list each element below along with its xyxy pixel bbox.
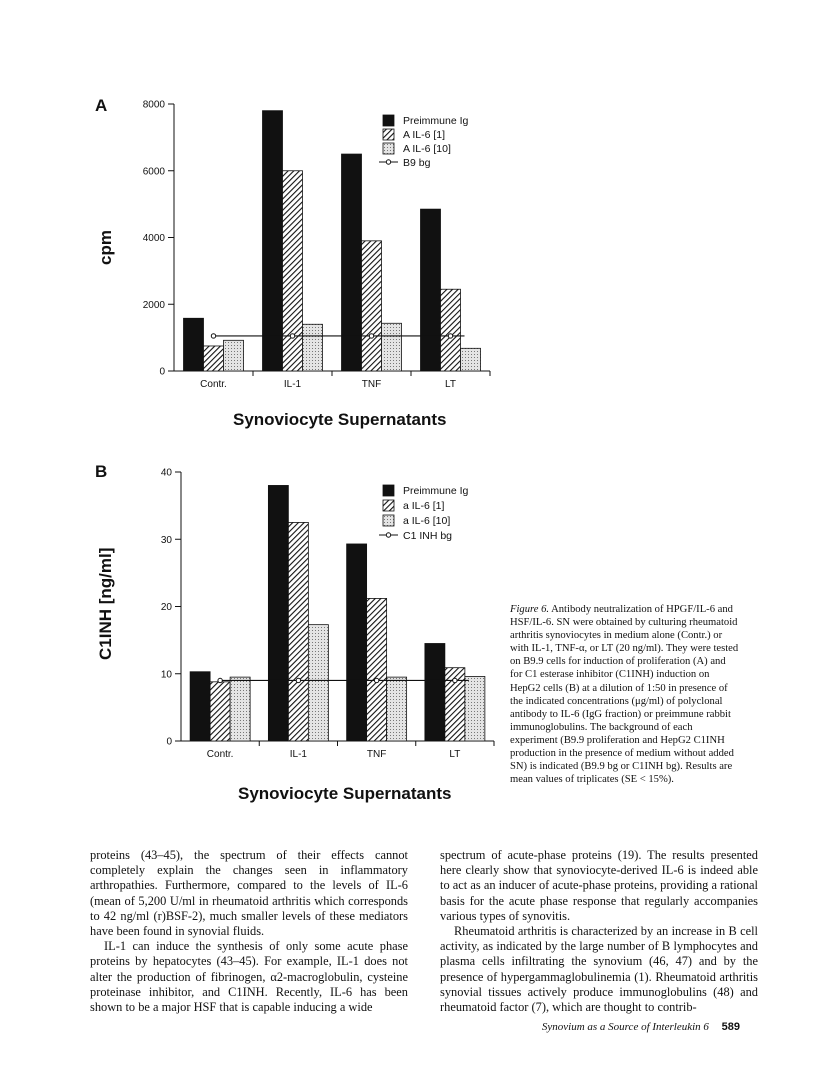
body-paragraph: IL-1 can induce the synthesis of only some acute phase proteins by hepatocytes (43–45). For example, IL-1 does not alter the production of fibrinogen, α2-macroglobulin, cysteine proteinase inhibitor, and C1INH. Recently, IL-6 has been shown to be a major HSF that is capable inducing a wide [90,939,408,1015]
legend-swatch [383,129,394,140]
legend-label: Preimmune Ig [403,115,469,127]
caption-body: Antibody neutralization of HPGF/IL-6 and HSF/IL-6. SN were obtained by culturing rheumatoid arthritis synoviocytes in medium alone (Contr.) or with IL-1, TNF-α, or LT (20 ng/ml). They were tested on B9.9 cells for induction of proliferation (A) and for C1 esterase inhibitor (C1INH) induction on HepG2 cells (B) at a dilution of 1:50 in presence of the indicated concentrations (μg/ml) of polyclonal antibody to IL-6 (IgG fraction) or preimmune rabbit immunoglobulins. The background of each experiment (B9.9 proliferation and HepG2 C1INH production in the presence of medium without added SN) is indicated (B9.9 bg or C1INH bg). Results are mean values of triplicates (SE < 15%). [510,604,739,786]
x-tick-label: LT [449,749,461,760]
baseline-marker [296,678,300,682]
caption-lead: Figure 6. [510,604,550,615]
panel-a-y-title: cpm [96,230,115,265]
bar-dotted [230,677,250,741]
bar-hatched [441,289,461,371]
baseline-marker [448,334,452,338]
y-tick-label: 20 [160,602,172,613]
legend-swatch [383,115,394,126]
body-paragraph: spectrum of acute-phase proteins (19). The results presented here clearly show that synoviocyte-derived IL-6 is indeed able to act as an inducer of acute-phase proteins, providing a rational basis for the acute phase response that regularly accompanies various types of synovitis. [440,848,758,923]
bar-solid [184,318,204,371]
panel-b-x-title: Synoviocyte Supernatants [238,784,452,803]
bar-hatched [362,241,382,371]
legend-swatch [383,485,394,496]
panel-a-letter: A [95,96,108,115]
bar-hatched [367,598,387,741]
body-paragraph: Rheumatoid arthritis is characterized by an increase in B cell activity, as indicated by the large number of B lymphocytes and plasma cells infiltrating the synovium (46, 47) and by the presence of hypergammaglobulinemia (1). Rheumatoid arthritis synovial tissues actively produce immunoglobulins (48) and rheumatoid factor (7), which are thought to contrib- [440,924,758,1015]
y-tick-label: 0 [159,366,165,378]
legend-label: A IL-6 [10] [403,143,451,155]
bar-hatched [288,522,308,741]
body-right-column [440,848,758,1015]
bar-dotted [465,676,485,741]
chart-panel-b [161,468,494,761]
bar-dotted [461,348,481,371]
bar-solid [425,643,445,741]
x-tick-label: LT [445,379,456,390]
baseline-marker [453,678,457,682]
legend-label: a IL-6 [10] [403,515,451,527]
bar-dotted [308,625,328,741]
y-tick-label: 4000 [142,233,165,244]
figure-caption [510,603,740,786]
bar-solid [342,154,362,371]
y-tick-label: 40 [160,467,172,479]
baseline-marker [211,334,215,338]
legend-label: B9 bg [403,157,431,169]
panel-b-y-title: C1INH [ng/ml] [96,547,115,660]
body-paragraph: proteins (43–45), the spectrum of their effects cannot completely explain the changes seen in inflammatory arthropathies. Furthermore, compared to the levels of IL-6 (mean of 5,200 U/ml in rheumatoid arthritis which corresponds to 42 ng/ml (r)BSF-2), much smaller levels of these mediators have been found in synovial fluids. [90,848,408,939]
baseline-marker [374,678,378,682]
x-tick-label: IL-1 [283,379,302,390]
x-tick-label: Contr. [200,379,227,390]
bar-solid [190,672,210,741]
chart-panel-a [143,100,490,391]
bar-dotted [387,677,407,741]
y-tick-label: 30 [160,534,172,546]
running-title: Synovium as a Source of Interleukin 6 [541,1021,709,1033]
baseline-marker [290,334,294,338]
x-tick-label: IL-1 [289,749,307,760]
page-footer [0,1021,740,1033]
x-tick-label: TNF [366,749,387,760]
bar-dotted [224,340,244,371]
legend-swatch [383,143,394,154]
y-tick-label: 6000 [142,166,165,178]
legend-label: Preimmune Ig [403,485,469,497]
baseline-marker [218,678,222,682]
y-tick-label: 8000 [142,99,165,111]
x-tick-label: Contr. [206,749,234,760]
bar-solid [268,485,288,741]
baseline-marker [369,334,373,338]
bar-solid [347,544,367,741]
bar-dotted [382,323,402,371]
panel-b-letter: B [95,462,108,481]
page-number: 589 [721,1021,740,1033]
bar-hatched [283,171,303,371]
body-left-column [90,848,408,1015]
bar-hatched [210,682,230,741]
legend-label: A IL-6 [1] [403,129,446,141]
legend-baseline-marker [386,533,390,537]
y-tick-label: 2000 [142,299,165,311]
bar-solid [421,209,441,371]
legend-swatch [383,500,394,511]
y-tick-label: 10 [160,669,172,681]
bar-dotted [303,324,323,371]
bar-solid [263,111,283,371]
legend-baseline-marker [386,160,390,164]
legend-swatch [383,515,394,526]
y-tick-label: 0 [166,736,172,748]
x-tick-label: TNF [361,379,382,390]
legend-label: C1 INH bg [403,530,453,542]
legend-label: a IL-6 [1] [403,500,445,512]
bar-hatched [204,346,224,371]
panel-a-x-title: Synoviocyte Supernatants [233,410,447,429]
